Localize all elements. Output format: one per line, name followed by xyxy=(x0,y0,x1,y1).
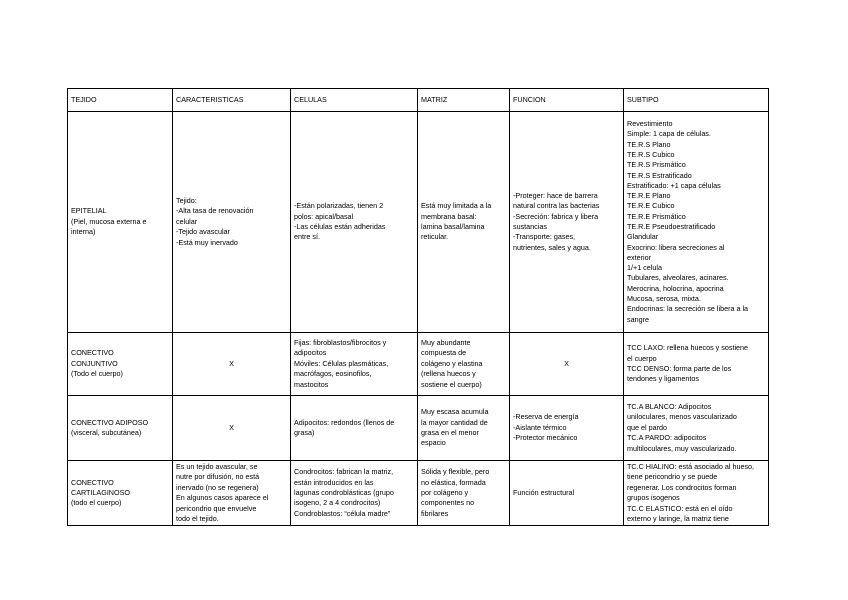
cell-line: Tubulares, alveolares, acinares. xyxy=(627,273,729,283)
cell-line: (Todo el cuerpo) xyxy=(71,369,123,379)
cell-line: lagunas condroblásticas (grupo xyxy=(294,488,394,498)
cell-line: sangre xyxy=(627,314,649,324)
header-celulas: CELULAS xyxy=(291,89,418,112)
cell-line: -Alta tasa de renovación xyxy=(176,206,254,216)
cell-line: Revestimiento xyxy=(627,119,673,129)
cell-line: Mucosa, serosa, mixta. xyxy=(627,294,701,304)
cell-line: TE.R.E Cubico xyxy=(627,201,675,211)
table-row xyxy=(68,461,769,526)
cell-line: Simple: 1 capa de células. xyxy=(627,129,711,139)
cell-tejido xyxy=(68,112,173,333)
header-caracteristicas: CARACTERISTICAS xyxy=(173,89,291,112)
cell-line: TE.R.S Plano xyxy=(627,139,671,149)
header-subtipo: SUBTIPO xyxy=(624,89,769,112)
cell-line: nutrientes, sales y agua. xyxy=(513,242,591,252)
cell-line: reticular. xyxy=(421,232,449,242)
cell-line: Glandular xyxy=(627,232,659,242)
cell-line: externo y laringe, la matriz tiene xyxy=(627,514,729,524)
cell-line: -Reserva de energía xyxy=(513,412,579,422)
cell-line: X xyxy=(229,422,234,432)
cell-line: sostiene el cuerpo) xyxy=(421,379,482,389)
cell-line: están introducidos en las xyxy=(294,477,374,487)
cell-line: -Protector mecánico xyxy=(513,433,578,443)
cell-caracteristicas xyxy=(173,461,291,526)
cell-line: -Las células están adheridas xyxy=(294,222,386,231)
cell-line: TE.R.S Cubico xyxy=(627,149,675,159)
cell-line: Merocrina, holocrina, apocrina xyxy=(627,283,724,293)
cell-line: por colágeno y xyxy=(421,488,469,498)
cell-line: 1/+1 celula xyxy=(627,263,662,273)
cell-line: TE.R.S Estratificado xyxy=(627,170,692,180)
header-matriz: MATRIZ xyxy=(418,89,510,112)
cell-line: CONECTIVO ADIPOSO xyxy=(71,417,149,427)
cell-line: colágeno y elastina xyxy=(421,358,483,368)
cell-line: tiene pericondrio y se puede xyxy=(627,472,718,482)
cell-line: natural contra las bacterias xyxy=(513,201,600,211)
cell-line: TE.R.E Pseudoestratificado xyxy=(627,222,716,231)
cell-funcion xyxy=(510,333,624,396)
cell-line: TC.C ELASTICO: está en el oído xyxy=(627,503,733,513)
cell-line: Condrocitos: fabrican la matriz, xyxy=(294,467,394,477)
cell-line: regenerar. Los condrocitos forman xyxy=(627,482,737,492)
cell-line: TE.R.E Plano xyxy=(627,191,671,201)
cell-line: Estratificado: +1 capa células xyxy=(627,180,721,190)
cell-line: uniloculares, menos vascularizado xyxy=(627,412,737,422)
cell-line: isogeno, 2 a 4 condrocitos) xyxy=(294,498,381,508)
cell-line: adipocitos xyxy=(294,348,327,358)
cell-line: Fijas: fibroblastos/fibrocitos y xyxy=(294,337,387,347)
cell-line: -Secreción: fabrica y libera xyxy=(513,211,599,221)
cell-line: Es un tejido avascular, se xyxy=(176,462,258,471)
cell-line: X xyxy=(229,358,234,368)
cell-funcion xyxy=(510,396,624,461)
cell-matriz xyxy=(418,396,510,461)
cell-tejido xyxy=(68,396,173,461)
cell-line: Adipocitos: redondos (llenos de xyxy=(294,417,395,427)
cell-celulas xyxy=(291,396,418,461)
cell-line: -Tejido avascular xyxy=(176,227,230,237)
cell-line: -Están polarizadas, tienen 2 xyxy=(294,201,384,211)
cell-line: TC.C HIALINO: está asociado al hueso, xyxy=(627,462,755,471)
cell-line: Muy escasa acumula xyxy=(421,407,489,417)
cell-line: (visceral, subcutánea) xyxy=(71,428,142,437)
cell-line: macrófagos, eosinofilos, xyxy=(294,369,372,379)
table-row xyxy=(68,333,769,396)
cell-line: exterior xyxy=(627,252,651,262)
cell-line: el cuerpo xyxy=(627,353,657,363)
cell-line: X xyxy=(564,358,569,368)
cell-line: grasa) xyxy=(294,428,315,437)
cell-line: todo el tejido. xyxy=(176,514,219,524)
cell-line: TCC LAXO: rellena huecos y sostiene xyxy=(627,343,749,353)
cell-tejido xyxy=(68,333,173,396)
cell-line: TE.R.S Prismático xyxy=(627,160,686,170)
cell-line: CONECTIVO xyxy=(71,348,114,358)
cell-caracteristicas xyxy=(173,333,291,396)
cell-line: nutre por difusión, no está xyxy=(176,472,260,482)
cell-line: Exocrino: libera secreciones al xyxy=(627,242,725,252)
cell-line: no elástica, formada xyxy=(421,477,486,487)
cell-line: CARTILAGINOSO xyxy=(71,488,130,498)
cell-subtipo xyxy=(624,396,769,461)
cell-line: EPITELIAL xyxy=(71,206,107,216)
cell-line: pericondrio que envuelve xyxy=(176,503,257,513)
cell-tejido xyxy=(68,461,173,526)
cell-line: polos: apical/basal xyxy=(294,211,354,221)
cell-line: interna) xyxy=(71,227,96,237)
cell-line: CONECTIVO xyxy=(71,477,114,487)
cell-caracteristicas xyxy=(173,396,291,461)
cell-line: lamina basal/lamina xyxy=(421,222,485,231)
cell-celulas xyxy=(291,333,418,396)
cell-line: grupos isogenos xyxy=(627,493,680,503)
cell-line: espacio xyxy=(421,438,446,448)
cell-funcion xyxy=(510,461,624,526)
cell-line: (todo el cuerpo) xyxy=(71,498,122,508)
cell-line: la mayor cantidad de xyxy=(421,417,488,427)
cell-caracteristicas xyxy=(173,112,291,333)
cell-line: compuesta de xyxy=(421,348,467,358)
table-row xyxy=(68,112,769,333)
cell-line: -Transporte: gases, xyxy=(513,232,576,242)
cell-subtipo xyxy=(624,112,769,333)
cell-line: En algunos casos aparece el xyxy=(176,493,269,503)
header-tejido: TEJIDO xyxy=(68,89,173,112)
cell-line: (Piel, mucosa externa e xyxy=(71,216,147,226)
cell-line: -Proteger: hace de barrera xyxy=(513,190,598,200)
cell-line: TE.R.E Prismático xyxy=(627,211,686,221)
cell-line: (rellena huecos y xyxy=(421,369,476,379)
tissue-table xyxy=(67,88,769,526)
cell-line: inervado (no se regenera) xyxy=(176,482,259,492)
cell-line: tendones y ligamentos xyxy=(627,374,699,384)
cell-line: Tejido: xyxy=(176,195,197,205)
table-row xyxy=(68,396,769,461)
cell-line: mastocitos xyxy=(294,379,329,389)
cell-line: Función estructural xyxy=(513,488,575,498)
cell-line: membrana basal: xyxy=(421,211,477,221)
cell-line: -Aislante térmico xyxy=(513,422,567,432)
cell-line: Sólida y flexible, pero xyxy=(421,467,490,477)
cell-matriz xyxy=(418,112,510,333)
cell-line: CONJUNTIVO xyxy=(71,358,118,368)
cell-celulas xyxy=(291,461,418,526)
cell-line: entre sí. xyxy=(294,232,320,242)
cell-line: Endocrinas: la secreción se libera a la xyxy=(627,304,749,314)
cell-line: fibrilares xyxy=(421,508,449,518)
cell-line: Condroblastos: “célula madre” xyxy=(294,508,391,518)
cell-line: TCC DENSO: forma parte de los xyxy=(627,364,732,373)
cell-celulas xyxy=(291,112,418,333)
header-funcion: FUNCION xyxy=(510,89,624,112)
cell-matriz xyxy=(418,461,510,526)
cell-line: Móviles: Células plasmáticas, xyxy=(294,358,389,368)
cell-line: TC.A PARDO: adipocitos xyxy=(627,433,707,443)
cell-line: componentes no xyxy=(421,498,475,508)
cell-subtipo xyxy=(624,333,769,396)
cell-line: -Está muy inervado xyxy=(176,237,238,247)
cell-line: grasa en el menor xyxy=(421,428,479,437)
cell-line: celular xyxy=(176,216,198,226)
cell-line: Muy abundante xyxy=(421,337,471,347)
cell-funcion xyxy=(510,112,624,333)
cell-subtipo xyxy=(624,461,769,526)
cell-line: Está muy limitada a la xyxy=(421,201,492,211)
cell-line: multiloculares, muy vascularizado. xyxy=(627,443,737,453)
cell-matriz xyxy=(418,333,510,396)
header-row xyxy=(68,89,769,112)
cell-line: TC.A BLANCO: Adipocitos xyxy=(627,401,712,411)
cell-line: que el pardo xyxy=(627,422,667,432)
cell-line: sustancias xyxy=(513,222,547,231)
